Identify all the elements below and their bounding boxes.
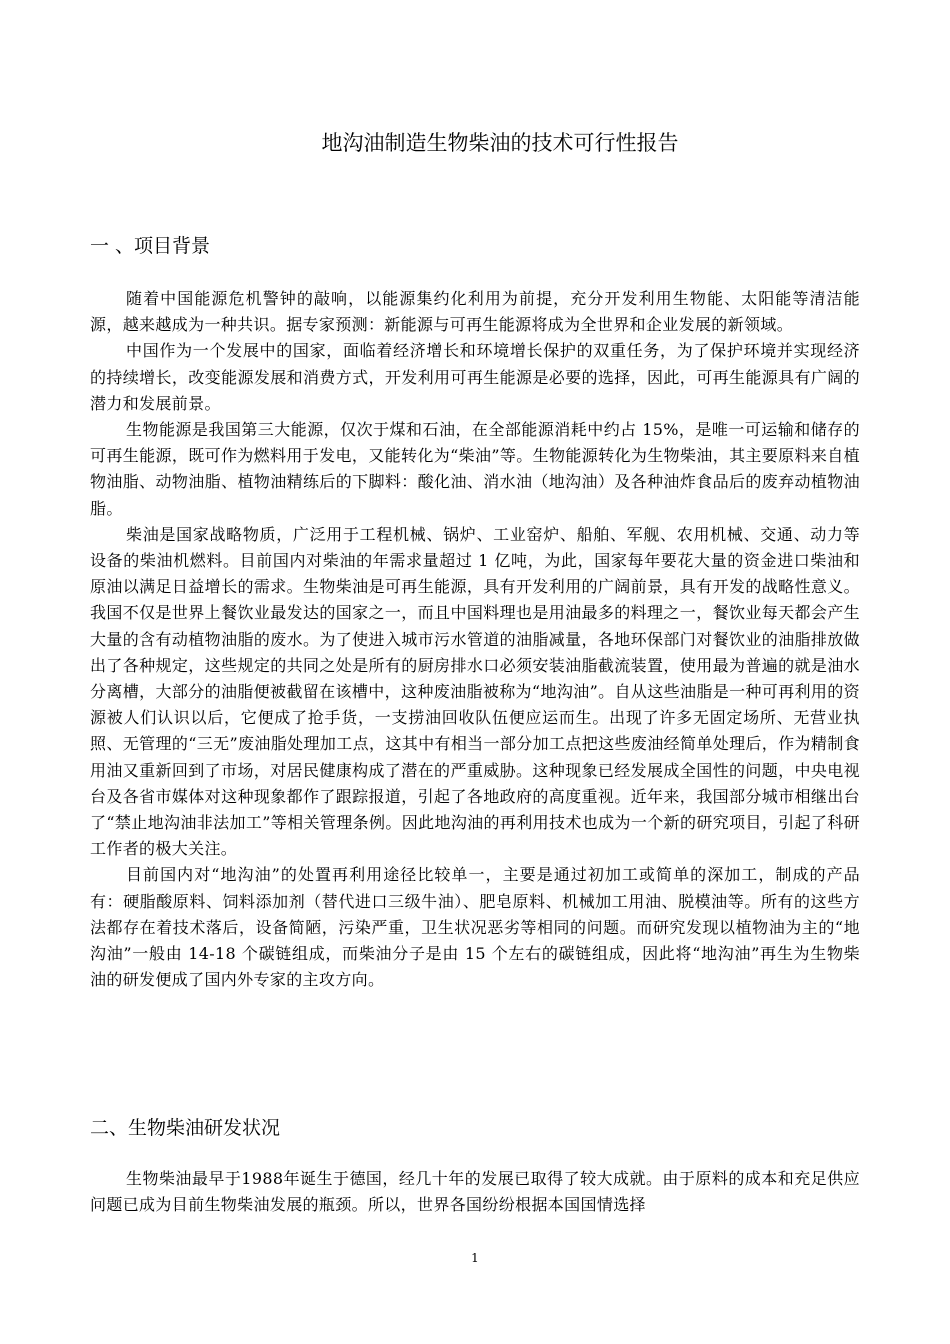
body-paragraph: 生物柴油最早于1988年诞生于德国，经几十年的发展已取得了较大成就。由于原料的成本和充足供应问题已成为目前生物柴油发展的瓶颈。所以，世界各国纷纷根据本国国情选择 xyxy=(90,1169,860,1215)
body-paragraph: 生物能源是我国第三大能源，仅次于煤和石油，在全部能源消耗中约占 15%，是唯一可运输和储存的可再生能源，既可作为燃料用于发电，又能转化为“柴油”等。生物能源转化为生物柴油，其主要原料来自植物油脂、动物油脂、植物油精练后的下脚料：酸化油、消水油（地沟油）及各种油炸食品后的废弃动植物油脂。 xyxy=(90,420,860,518)
section-heading-biodiesel-research: 二、生物柴油研发状况 xyxy=(90,1117,281,1139)
section-heading-project-background: 一 、项目背景 xyxy=(90,235,211,257)
document-title: 地沟油制造生物柴油的技术可行性报告 xyxy=(321,131,679,155)
body-paragraph: 随着中国能源危机警钟的敲响，以能源集约化利用为前提，充分开发利用生物能、太阳能等清洁能源，越来越成为一种共识。据专家预测：新能源与可再生能源将成为全世界和企业发展的新领域。 xyxy=(90,289,860,335)
body-paragraph: 目前国内对“地沟油”的处置再利用途径比较单一，主要是通过初加工或简单的深加工，制成的产品有：硬脂酸原料、饲料添加剂（替代进口三级牛油）、肥皂原料、机械加工用油、脱模油等。所有的这些方法都存在着技术落后，设备简陋，污染严重，卫生状况恶劣等相同的问题。而研究发现以植物油为主的“地沟油”一般由 14-18 个碳链组成，而柴油分子是由 15 个左右的碳链组成，因此将“地沟油”再生为生物柴油的研发便成了国内外专家的主攻方向。 xyxy=(90,865,860,990)
page-number: 1 xyxy=(471,1251,479,1265)
section-body-project-background xyxy=(90,286,860,993)
body-paragraph: 柴油是国家战略物质，广泛用于工程机械、锅炉、工业窑炉、船舶、军舰、农用机械、交通、动力等设备的柴油机燃料。目前国内对柴油的年需求量超过 1 亿吨，为此，国家每年要花大量的资金进口柴油和原油以满足日益增长的需求。生物柴油是可再生能源，具有开发利用的广阔前景，具有开发的战略性意义。我国不仅是世界上餐饮业最发达的国家之一，而且中国料理也是用油最多的料理之一，餐饮业每天都会产生大量的含有动植物油脂的废水。为了使进入城市污水管道的油脂减量，各地环保部门对餐饮业的油脂排放做出了各种规定，这些规定的共同之处是所有的厨房排水口必须安装油脂截流装置，使用最为普遍的就是油水分离槽，大部分的油脂便被截留在该槽中，这种废油脂被称为“地沟油”。自从这些油脂是一种可再利用的资源被人们认识以后，它便成了抢手货，一支捞油回收队伍便应运而生。出现了许多无固定场所、无营业执照、无管理的“三无”废油脂处理加工点，这其中有相当一部分加工点把这些废油经简单处理后，作为精制食用油又重新回到了市场，对居民健康构成了潜在的严重威胁。这种现象已经发展成全国性的问题，中央电视台及各省市媒体对这种现象都作了跟踪报道，引起了各地政府的高度重视。近年来，我国部分城市相继出台了“禁止地沟油非法加工”等相关管理条例。因此地沟油的再利用技术也成为一个新的研究项目，引起了科研工作者的极大关注。 xyxy=(90,524,860,859)
section-body-biodiesel-research xyxy=(90,1166,860,1218)
body-paragraph: 中国作为一个发展中的国家，面临着经济增长和环境增长保护的双重任务，为了保护环境并实现经济的持续增长，改变能源发展和消费方式，开发利用可再生能源是必要的选择，因此，可再生能源具有广阔的潜力和发展前景。 xyxy=(90,341,860,413)
